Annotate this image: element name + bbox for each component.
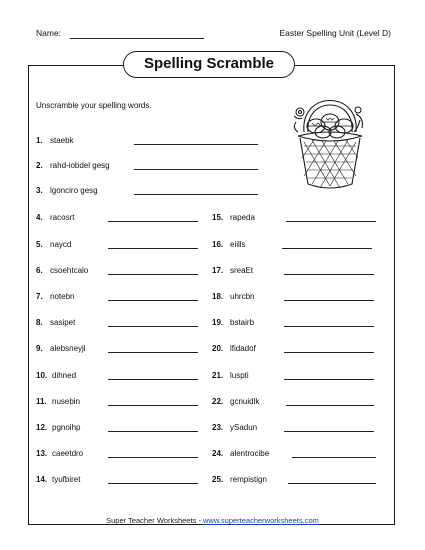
footer-link[interactable]: www.superteacherworksheets.com (202, 516, 319, 525)
answer-line[interactable] (284, 379, 374, 380)
answer-line[interactable] (134, 169, 258, 170)
list-item (212, 423, 387, 437)
item-number: 21. (212, 371, 224, 380)
scrambled-word: rapeda (230, 213, 255, 222)
scrambled-word: naycd (50, 240, 72, 249)
scrambled-word: pgnoihp (52, 423, 81, 432)
list-item (212, 266, 387, 280)
answer-line[interactable] (284, 431, 374, 432)
item-number: 13. (36, 449, 48, 458)
unit-label: Easter Spelling Unit (Level D) (279, 28, 391, 38)
page-title: Spelling Scramble (123, 51, 295, 78)
item-number: 20. (212, 344, 224, 353)
list-item (212, 371, 387, 385)
answer-line[interactable] (108, 300, 198, 301)
answer-line[interactable] (284, 300, 374, 301)
item-number: 1. (36, 136, 43, 145)
answer-line[interactable] (286, 405, 374, 406)
list-item (212, 240, 387, 254)
scrambled-word: ySadun (230, 423, 258, 432)
item-number: 22. (212, 397, 224, 406)
instructions: Unscramble your spelling words. (36, 101, 152, 110)
scrambled-word: alentrocibe (230, 449, 270, 458)
item-number: 14. (36, 475, 48, 484)
item-number: 4. (36, 213, 43, 222)
answer-line[interactable] (288, 483, 376, 484)
answer-line[interactable] (286, 221, 376, 222)
answer-line[interactable] (108, 379, 198, 380)
scrambled-word: racosrt (50, 213, 75, 222)
answer-line[interactable] (108, 457, 198, 458)
scrambled-word: rahd-iobdel gesg (50, 161, 110, 170)
list-item (36, 397, 206, 411)
scrambled-word: nusebin (52, 397, 81, 406)
answer-line[interactable] (284, 352, 374, 353)
list-item (212, 344, 387, 358)
answer-line[interactable] (284, 326, 374, 327)
item-number: 24. (212, 449, 224, 458)
list-item (36, 266, 206, 280)
answer-line[interactable] (284, 274, 374, 275)
scrambled-word: gcnuidlk (230, 397, 260, 406)
answer-line[interactable] (134, 144, 258, 145)
easter-basket-icon (290, 84, 370, 194)
scrambled-word: tyufbiret (52, 475, 81, 484)
scrambled-word: alebsneyjl (50, 344, 86, 353)
scrambled-word: sreaEt (230, 266, 254, 275)
scrambled-word: dihned (52, 371, 77, 380)
footer-text: Super Teacher Worksheets - (106, 516, 203, 525)
scrambled-word: eiills (230, 240, 246, 249)
list-item (212, 213, 387, 227)
list-item (36, 240, 206, 254)
list-item (36, 318, 206, 332)
item-number: 15. (212, 213, 224, 222)
list-item (36, 292, 206, 306)
item-number: 6. (36, 266, 43, 275)
answer-line[interactable] (108, 405, 198, 406)
scrambled-word: luspti (230, 371, 249, 380)
scrambled-word: sasipet (50, 318, 76, 327)
answer-line[interactable] (282, 248, 372, 249)
item-number: 3. (36, 186, 43, 195)
list-item (36, 371, 206, 385)
scrambled-word: staebk (50, 136, 74, 145)
answer-line[interactable] (108, 274, 198, 275)
list-item (36, 161, 266, 175)
list-item (212, 475, 387, 489)
name-label: Name: (36, 28, 62, 38)
item-number: 11. (36, 397, 47, 406)
list-item (212, 397, 387, 411)
list-item (36, 186, 266, 200)
answer-line[interactable] (108, 352, 198, 353)
item-number: 17. (212, 266, 224, 275)
name-line[interactable] (70, 38, 204, 39)
item-number: 25. (212, 475, 224, 484)
scrambled-word: caeetdro (52, 449, 84, 458)
item-number: 16. (212, 240, 224, 249)
item-number: 10. (36, 371, 48, 380)
answer-line[interactable] (108, 326, 198, 327)
list-item (36, 423, 206, 437)
scrambled-word: lgonciro gesg (50, 186, 98, 195)
list-item (212, 449, 387, 463)
list-item (36, 475, 206, 489)
answer-line[interactable] (108, 431, 198, 432)
scrambled-word: rempistign (230, 475, 267, 484)
scrambled-word: bstairb (230, 318, 255, 327)
list-item (36, 344, 206, 358)
item-number: 12. (36, 423, 48, 432)
list-item (212, 318, 387, 332)
item-number: 23. (212, 423, 224, 432)
item-number: 2. (36, 161, 43, 170)
scrambled-word: uhrcbn (230, 292, 255, 301)
scrambled-word: notebn (50, 292, 75, 301)
item-number: 19. (212, 318, 224, 327)
scrambled-word: csoehtcalo (50, 266, 89, 275)
item-number: 9. (36, 344, 43, 353)
scrambled-word: lfidadof (230, 344, 256, 353)
item-number: 18. (212, 292, 224, 301)
answer-line[interactable] (134, 194, 258, 195)
answer-line[interactable] (108, 221, 198, 222)
list-item (36, 136, 266, 150)
item-number: 8. (36, 318, 43, 327)
answer-line[interactable] (108, 248, 198, 249)
list-item (212, 292, 387, 306)
answer-line[interactable] (108, 483, 198, 484)
footer (0, 516, 425, 525)
list-item (36, 449, 206, 463)
item-number: 7. (36, 292, 43, 301)
answer-line[interactable] (292, 457, 376, 458)
list-item (36, 213, 206, 227)
item-number: 5. (36, 240, 43, 249)
